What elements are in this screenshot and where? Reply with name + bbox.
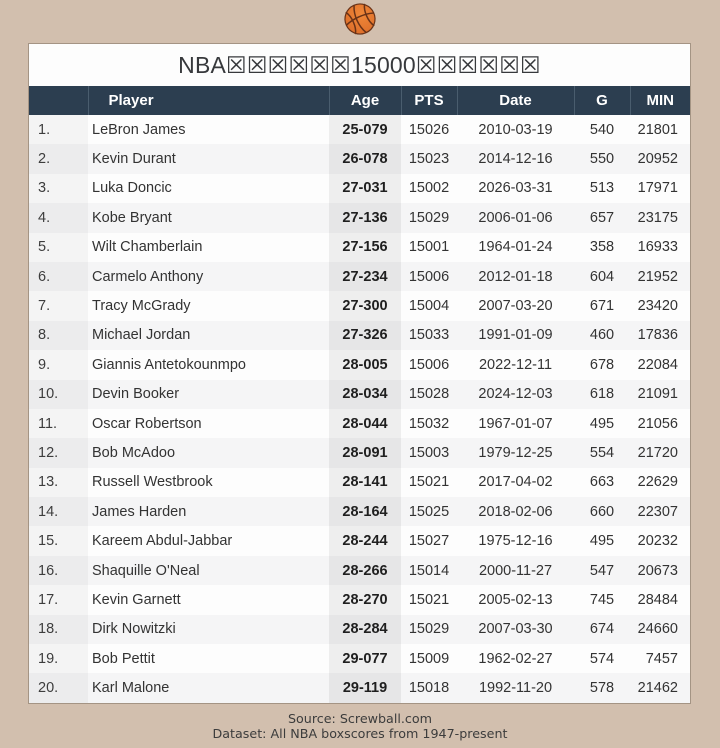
cell-player: Shaquille O'Neal <box>92 562 200 579</box>
cell-pts: 15026 <box>408 121 450 138</box>
cell-date: 1992-11-20 <box>478 680 553 697</box>
cell-min: 16933 <box>637 239 678 256</box>
cell-rank: 20. <box>29 673 88 702</box>
table-row <box>29 321 690 350</box>
cell-player: Devin Booker <box>92 386 180 403</box>
cell-pts: 15027 <box>408 533 450 550</box>
cell-g: 495 <box>589 415 615 432</box>
cell-player: Giannis Antetokounmpo <box>92 356 246 373</box>
column-header-date: Date <box>457 86 574 115</box>
cell-player: Michael Jordan <box>92 327 191 344</box>
cell-date: 2006-01-06 <box>478 209 553 226</box>
cell-date: 1975-12-16 <box>478 533 553 550</box>
cell-pts: 15018 <box>408 680 450 697</box>
table-card <box>28 43 691 704</box>
cell-pts: 15029 <box>408 209 450 226</box>
cell-age: 27-156 <box>329 233 401 262</box>
cell-rank: 1. <box>29 115 88 144</box>
cell-player: Wilt Chamberlain <box>92 239 203 256</box>
cell-date: 1962-02-27 <box>478 650 553 667</box>
cell-player: Carmelo Anthony <box>92 268 204 285</box>
cell-rank: 13. <box>29 468 88 497</box>
table-row <box>29 673 690 702</box>
cell-min: 22629 <box>637 474 678 491</box>
table-row <box>29 409 690 438</box>
cell-rank: 5. <box>29 233 88 262</box>
cell-pts: 15009 <box>408 650 450 667</box>
column-header-age: Age <box>329 86 401 115</box>
cell-min: 20232 <box>637 533 678 550</box>
cell-age: 28-266 <box>329 556 401 585</box>
table-row <box>29 115 690 144</box>
cell-date: 2010-03-19 <box>478 121 553 138</box>
cell-min: 17971 <box>637 180 678 197</box>
cell-g: 554 <box>589 444 615 461</box>
table-row <box>29 526 690 555</box>
table-row <box>29 585 690 614</box>
cell-min: 22307 <box>637 503 678 520</box>
table-row <box>29 556 690 585</box>
cell-date: 1979-12-25 <box>478 444 553 461</box>
cell-pts: 15023 <box>408 151 450 168</box>
cell-rank: 4. <box>29 203 88 232</box>
table-row <box>29 144 690 173</box>
cell-age: 29-119 <box>329 673 401 702</box>
cell-min: 21462 <box>637 680 678 697</box>
cell-min: 23175 <box>637 209 678 226</box>
cell-min: 24660 <box>637 621 678 638</box>
table-row <box>29 497 690 526</box>
stats-table <box>29 86 690 703</box>
cell-age: 27-326 <box>329 321 401 350</box>
cell-g: 460 <box>589 327 615 344</box>
cell-age: 28-164 <box>329 497 401 526</box>
cell-date: 1964-01-24 <box>478 239 553 256</box>
cell-pts: 15002 <box>408 180 450 197</box>
cell-rank: 18. <box>29 615 88 644</box>
cell-min: 21091 <box>637 386 678 403</box>
cell-pts: 15021 <box>408 591 450 608</box>
cell-min: 21056 <box>637 415 678 432</box>
table-row <box>29 644 690 673</box>
cell-min: 17836 <box>637 327 678 344</box>
cell-date: 2012-01-18 <box>478 268 553 285</box>
cell-rank: 3. <box>29 174 88 203</box>
cell-age: 28-270 <box>329 585 401 614</box>
dataset-text: Dataset: All NBA boxscores from 1947-present <box>212 726 508 741</box>
cell-pts: 15025 <box>408 503 450 520</box>
column-header-g: G <box>574 86 630 115</box>
cell-min: 21952 <box>637 268 678 285</box>
cell-rank: 10. <box>29 380 88 409</box>
cell-age: 28-141 <box>329 468 401 497</box>
cell-pts: 15001 <box>408 239 450 256</box>
cell-rank: 14. <box>29 497 88 526</box>
cell-date: 2014-12-16 <box>478 151 553 168</box>
cell-age: 27-031 <box>329 174 401 203</box>
cell-date: 2018-02-06 <box>478 503 553 520</box>
cell-age: 28-244 <box>329 526 401 555</box>
cell-rank: 11. <box>29 409 88 438</box>
cell-min: 21720 <box>637 444 678 461</box>
cell-player: Tracy McGrady <box>92 298 191 315</box>
cell-player: Karl Malone <box>92 680 170 697</box>
cell-player: Bob Pettit <box>92 650 155 667</box>
cell-min: 7457 <box>645 650 678 667</box>
cell-g: 657 <box>589 209 615 226</box>
cell-date: 2005-02-13 <box>478 591 553 608</box>
cell-rank: 19. <box>29 644 88 673</box>
cell-pts: 15033 <box>408 327 450 344</box>
cell-g: 663 <box>589 474 615 491</box>
cell-pts: 15006 <box>408 356 450 373</box>
cell-player: Kareem Abdul-Jabbar <box>92 533 233 550</box>
cell-player: LeBron James <box>92 121 186 138</box>
cell-date: 2007-03-30 <box>478 621 553 638</box>
basketball-icon <box>343 2 377 36</box>
cell-min: 28484 <box>637 591 678 608</box>
cell-g: 745 <box>589 591 615 608</box>
cell-rank: 8. <box>29 321 88 350</box>
table-row <box>29 262 690 291</box>
cell-pts: 15006 <box>408 268 450 285</box>
source-text: Source: Screwball.com <box>287 711 433 726</box>
cell-player: Bob McAdoo <box>92 444 176 461</box>
cell-rank: 12. <box>29 438 88 467</box>
cell-date: 2026-03-31 <box>478 180 553 197</box>
cell-age: 25-079 <box>329 115 401 144</box>
cell-g: 671 <box>589 298 615 315</box>
cell-g: 513 <box>589 180 615 197</box>
cell-player: Oscar Robertson <box>92 415 202 432</box>
cell-date: 2017-04-02 <box>478 474 553 491</box>
table-row <box>29 468 690 497</box>
cell-player: Kevin Garnett <box>92 591 181 608</box>
page-title: NBA☒☒☒☒☒☒15000☒☒☒☒☒☒ <box>178 51 541 78</box>
column-header-player: Player <box>88 86 329 115</box>
cell-pts: 15028 <box>408 386 450 403</box>
cell-g: 550 <box>589 151 615 168</box>
cell-date: 2022-12-11 <box>478 356 553 373</box>
cell-min: 20673 <box>637 562 678 579</box>
table-header <box>29 86 690 115</box>
cell-player: Dirk Nowitzki <box>92 621 176 638</box>
cell-g: 674 <box>589 621 615 638</box>
cell-g: 547 <box>589 562 615 579</box>
cell-player: Kobe Bryant <box>92 209 172 226</box>
cell-rank: 7. <box>29 291 88 320</box>
column-header-rank <box>29 86 88 115</box>
cell-date: 1991-01-09 <box>478 327 553 344</box>
cell-g: 578 <box>589 680 615 697</box>
cell-pts: 15004 <box>408 298 450 315</box>
cell-date: 1967-01-07 <box>478 415 553 432</box>
cell-g: 358 <box>589 239 615 256</box>
cell-g: 618 <box>589 386 615 403</box>
cell-pts: 15029 <box>408 621 450 638</box>
cell-player: Kevin Durant <box>92 151 176 168</box>
cell-date: 2000-11-27 <box>478 562 553 579</box>
cell-age: 28-044 <box>329 409 401 438</box>
cell-g: 574 <box>589 650 615 667</box>
cell-age: 28-034 <box>329 380 401 409</box>
cell-date: 2007-03-20 <box>478 298 553 315</box>
cell-g: 540 <box>589 121 615 138</box>
cell-g: 678 <box>589 356 615 373</box>
table-row <box>29 203 690 232</box>
cell-min: 23420 <box>637 298 678 315</box>
cell-g: 660 <box>589 503 615 520</box>
footer <box>0 711 720 741</box>
cell-min: 20952 <box>637 151 678 168</box>
cell-rank: 16. <box>29 556 88 585</box>
table-row <box>29 350 690 379</box>
column-header-pts: PTS <box>401 86 457 115</box>
cell-age: 27-300 <box>329 291 401 320</box>
cell-min: 21801 <box>637 121 678 138</box>
table-row <box>29 438 690 467</box>
cell-rank: 15. <box>29 526 88 555</box>
cell-rank: 9. <box>29 350 88 379</box>
cell-rank: 17. <box>29 585 88 614</box>
cell-player: Russell Westbrook <box>92 474 213 491</box>
table-body <box>29 115 690 703</box>
cell-player: Luka Doncic <box>92 180 172 197</box>
cell-rank: 6. <box>29 262 88 291</box>
cell-pts: 15014 <box>408 562 450 579</box>
cell-pts: 15032 <box>408 415 450 432</box>
cell-g: 604 <box>589 268 615 285</box>
cell-age: 28-005 <box>329 350 401 379</box>
cell-age: 27-234 <box>329 262 401 291</box>
cell-min: 22084 <box>637 356 678 373</box>
cell-age: 27-136 <box>329 203 401 232</box>
column-header-min: MIN <box>630 86 690 115</box>
cell-pts: 15003 <box>408 444 450 461</box>
cell-player: James Harden <box>92 503 187 520</box>
cell-date: 2024-12-03 <box>478 386 553 403</box>
cell-pts: 15021 <box>408 474 450 491</box>
table-row <box>29 174 690 203</box>
table-row <box>29 380 690 409</box>
table-row <box>29 615 690 644</box>
cell-age: 28-091 <box>329 438 401 467</box>
cell-g: 495 <box>589 533 615 550</box>
table-row <box>29 291 690 320</box>
cell-age: 29-077 <box>329 644 401 673</box>
cell-age: 28-284 <box>329 615 401 644</box>
cell-age: 26-078 <box>329 144 401 173</box>
cell-rank: 2. <box>29 144 88 173</box>
table-row <box>29 233 690 262</box>
